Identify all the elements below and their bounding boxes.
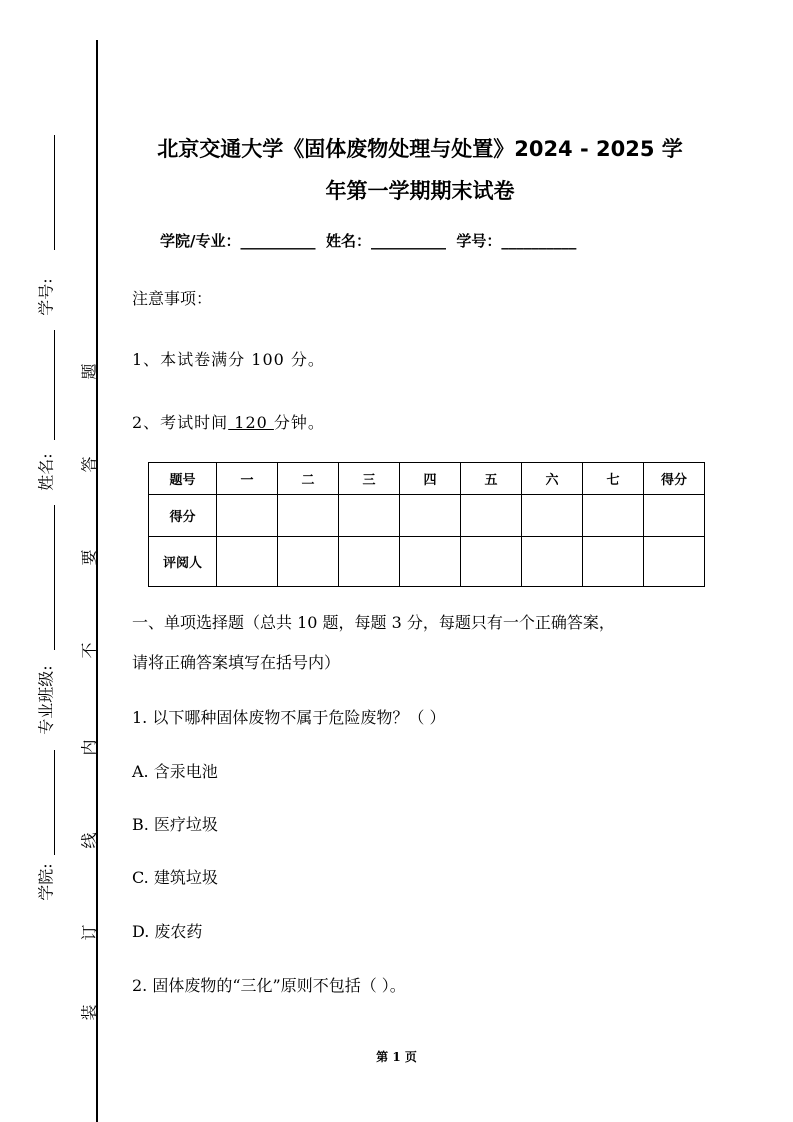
row-label: 评阅人 bbox=[149, 537, 217, 587]
score-header: 四 bbox=[400, 463, 461, 495]
note-1: 1、本试卷满分 100 分。 bbox=[132, 350, 325, 369]
margin-student-id: 学号: bbox=[36, 278, 56, 316]
margin-name: 姓名: bbox=[36, 453, 56, 491]
seal-char: 答 bbox=[79, 456, 99, 473]
title-line-1: 北京交通大学《固体废物处理与处置》2024 - 2025 学 bbox=[157, 137, 683, 161]
name-blank: __________ bbox=[370, 232, 446, 250]
section-1-heading: 一、单项选择题（总共 10 题，每题 3 分，每题只有一个正确答案， bbox=[132, 613, 615, 632]
note-2-suffix: 分钟。 bbox=[273, 413, 325, 432]
note-2-prefix: 2、考试时间 bbox=[132, 413, 229, 432]
seal-char: 题 bbox=[79, 363, 99, 380]
row-label: 得分 bbox=[149, 495, 217, 537]
score-header: 五 bbox=[461, 463, 522, 495]
college-label: 学院/专业： bbox=[160, 232, 241, 250]
margin-line bbox=[54, 330, 55, 440]
id-label: 学号： bbox=[456, 232, 502, 250]
margin-line bbox=[54, 750, 55, 855]
question-1: 1. 以下哪种固体废物不属于危险废物？（ ） bbox=[132, 708, 446, 727]
score-header: 六 bbox=[522, 463, 583, 495]
binding-line bbox=[96, 40, 98, 1122]
margin-class: 专业班级: bbox=[36, 665, 56, 735]
name-label: 姓名： bbox=[325, 232, 371, 250]
score-header: 题号 bbox=[149, 463, 217, 495]
option-a: A. 含汞电池 bbox=[132, 762, 218, 781]
score-table bbox=[148, 462, 705, 587]
exam-duration: 120 bbox=[228, 413, 274, 432]
page-number: 第 1 页 bbox=[376, 1050, 417, 1064]
id-blank: __________ bbox=[501, 232, 577, 250]
notes-heading: 注意事项： bbox=[132, 289, 213, 308]
score-header: 三 bbox=[339, 463, 400, 495]
seal-char: 要 bbox=[79, 549, 99, 566]
option-b: B. 医疗垃圾 bbox=[132, 815, 218, 834]
margin-line bbox=[54, 505, 55, 650]
option-c: C. 建筑垃圾 bbox=[132, 868, 218, 887]
option-d: D. 废农药 bbox=[132, 922, 203, 941]
note-2 bbox=[132, 410, 325, 433]
score-header: 得分 bbox=[644, 463, 705, 495]
margin-college: 学院: bbox=[36, 863, 56, 901]
college-blank: __________ bbox=[240, 232, 316, 250]
student-info bbox=[160, 230, 576, 251]
section-1-instruction: 请将正确答案填写在括号内） bbox=[132, 653, 341, 672]
seal-char: 订 bbox=[79, 924, 99, 941]
score-header: 二 bbox=[278, 463, 339, 495]
score-header: 一 bbox=[217, 463, 278, 495]
score-header: 七 bbox=[583, 463, 644, 495]
seal-char: 线 bbox=[79, 832, 99, 849]
seal-char: 内 bbox=[79, 739, 99, 756]
seal-char: 装 bbox=[79, 1004, 99, 1021]
title-line-2: 年第一学期期末试卷 bbox=[325, 179, 515, 203]
margin-line bbox=[54, 135, 55, 250]
question-2: 2. 固体废物的“三化”原则不包括（ ）。 bbox=[132, 976, 406, 995]
seal-char: 不 bbox=[79, 642, 99, 659]
